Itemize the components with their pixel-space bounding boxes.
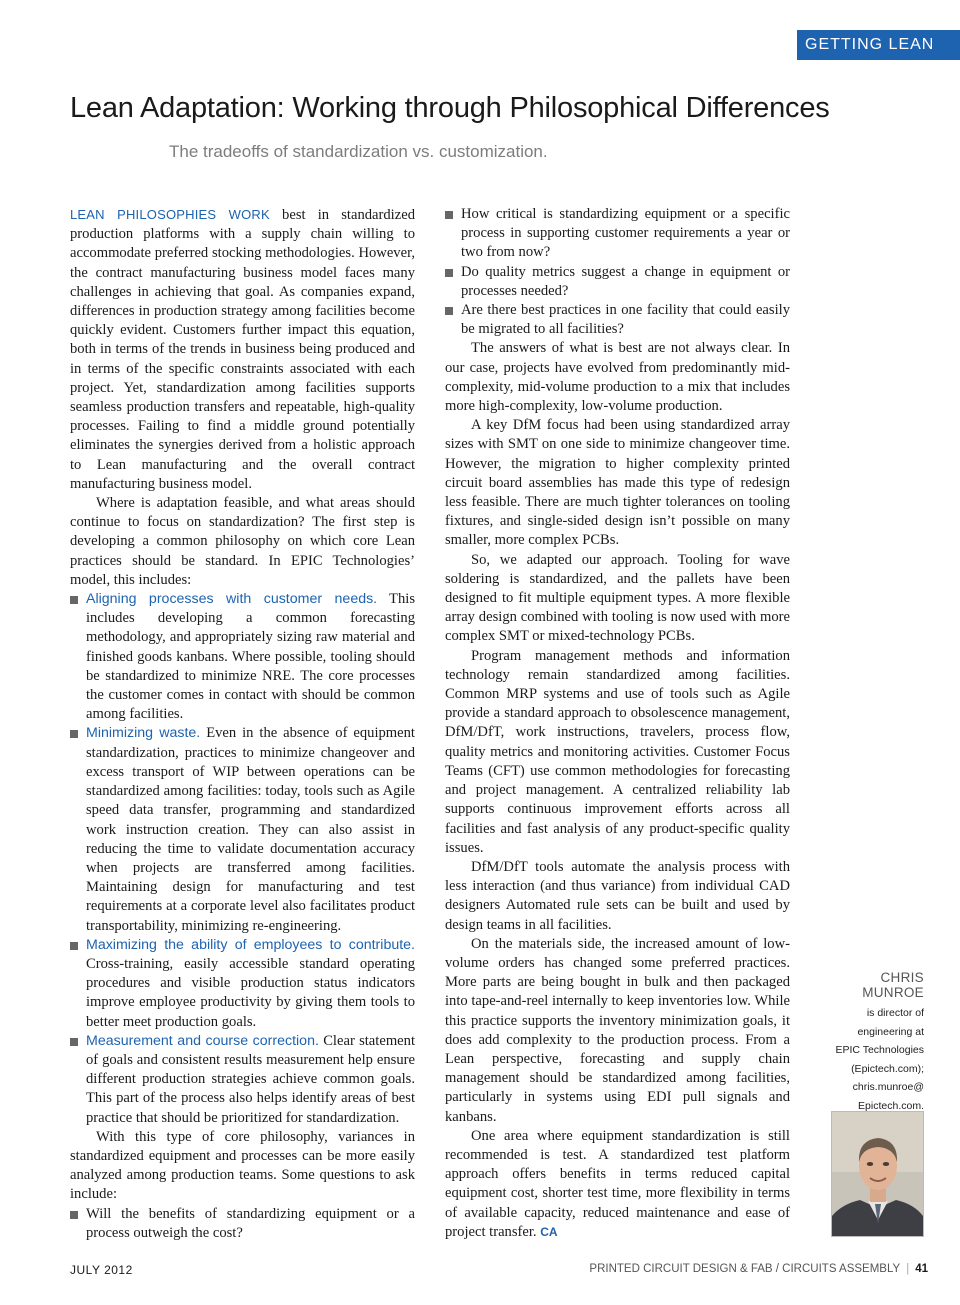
column-left [70, 205, 415, 1243]
article-title: Lean Adaptation: Working through Philosophical Differences [70, 92, 830, 124]
column-right [445, 205, 790, 1242]
publication-name: PRINTED CIRCUIT DESIGN & FAB / CIRCUITS ASSEMBLY [589, 1263, 901, 1275]
bio-line: Epictech.com. [858, 1099, 924, 1112]
author-bio [822, 970, 924, 1115]
practice-heading: Measurement and course correction. [86, 1032, 319, 1049]
article-subtitle: The tradeoffs of standardization vs. customization. [169, 142, 548, 161]
paragraph: Program management methods and information technology remain standardized among facilities. Common MRP systems and use of tools such as Agile provide a standard approach to obsolescence management, DfM/DfT, work instructions, travelers, process flow, quality metrics and monitoring activities. Customer Focus Teams (CFT) use common methodologies for forecasting and project management. A centralized reliability lab supports continuous improvement efforts across all facilities and fast analysis of any product-specific quality issues. [445, 647, 790, 856]
question-item: How critical is standardizing equipment or a specific process in supporting customer requirements a year or two from now? [445, 205, 790, 263]
questions-list-continued [445, 205, 790, 339]
paragraph: On the materials side, the increased amount of low-volume orders has changed some preferred practices. More parts are being bought in bulk and then packaged into tape-and-reel internally to keep inventories low. While this practice supports the inventory minimization goals, it does add complexity to the production process. From a Lean perspective, forecasting and supply chain management should be standardized among facilities, particularly in systems using EDI pull signals and kanbans. [445, 935, 790, 1125]
practice-text: Clear statement of goals and consistent results measurement help ensure different production strategies achieve common goals. This part of the process also helps identify areas of best practice that should be prioritized for standardization. [86, 1032, 415, 1126]
paragraph: So, we adapted our approach. Tooling for wave soldering is standardized, and the pallets have been designed to fit multiple equipment types. A more flexible array design combined with tooling is now used with more complex SMT or mixed-technology PCBs. [445, 551, 790, 645]
practice-item [70, 936, 415, 1032]
practice-item [70, 1032, 415, 1128]
question-item: Will the benefits of standardizing equipment or a process outweigh the cost? [70, 1205, 415, 1243]
author-description [822, 1004, 924, 1115]
paragraph: The answers of what is best are not always clear. In our case, projects have evolved from predominantly mid-complexity, mid-volume production to a mix that includes more high-complexity, low-volume production. [445, 340, 790, 415]
paragraph: A key DfM focus had been using standardized array sizes with SMT on one side to minimize changeover time. However, the migration to higher complexity printed circuit board assemblies has made this type of redesign less feasible. There are much tighter tolerances on tooling fixtures, and single-sided design isn’t possible on many smaller, more complex PCBs. [445, 417, 790, 549]
practice-text: Cross-training, easily accessible standard operating procedures and visible production status indicators improve employee productivity by giving them tools to better meet production goals. [86, 955, 415, 1030]
paragraph: With this type of core philosophy, variances in standardized equipment and processes can be more easily analyzed among production teams. Some questions to ask include: [70, 1128, 415, 1203]
end-mark: CA [540, 1224, 558, 1239]
bio-line: engineering at [857, 1025, 924, 1038]
section-tag: GETTING LEAN [797, 30, 960, 60]
question-item: Do quality metrics suggest a change in equipment or processes needed? [445, 263, 790, 301]
paragraph: Where is adaptation feasible, and what areas should continue to focus on standardization? The first step is developing a common philosophy on which core Lean practices should be standard. In EPIC Technologies’ model, this includes: [70, 495, 415, 588]
bio-line: EPIC Technologies [835, 1044, 924, 1056]
practice-heading: Aligning processes with customer needs. [86, 591, 378, 608]
intro-text: best in standardized production platforms with a supply chain willing to accommodate preferred stocking methodologies. However, the contract manufacturing business model faces many challenges in achieving that goal. As companies expand, differences in production strategy among facilities become quickly evident. Customers further impact this equation, both in terms of the trends in business being produced and in terms of the specific constraints associated with each project. Yet, standardization among facilities supports seamless production transfers and repeatable, high-quality processes. Failing to find a middle ground potentially eliminates the synergies derived from a holistic approach to Lean manufacturing and the overall contract manufacturing business model. [70, 207, 415, 492]
author-photo [831, 1111, 924, 1237]
practices-list [70, 590, 415, 1128]
practice-item [70, 590, 415, 724]
page-number: 41 [915, 1263, 928, 1275]
questions-list [70, 1205, 415, 1243]
final-paragraph [445, 1127, 790, 1242]
practice-text: This includes developing a common forecasting methodology, and appropriately sizing raw material and finished goods kanbans. Where possible, tooling should be standardized to minimize NRE. The core processes the customer comes in contact with should be common among facilities. [86, 591, 415, 723]
issue-date: JULY 2012 [70, 1263, 133, 1277]
practice-text: Even in the absence of equipment standardization, practices to minimize changeover and excess transport of WIP between operations can be standardized among facilities: today, tools such as Agile speed data transfer, programming and standardized work instruction creation. They can also assist in reducing the time to validate documentation accuracy when projects are transferred among facilities. Maintaining design for manufacturing and test requirements at a corporate level also facilitates product transportability, minimizing re-engineering. [86, 725, 415, 934]
question-item: Are there best practices in one facility that could easily be migrated to all facilities? [445, 301, 790, 339]
bio-line: is director of [866, 1007, 924, 1019]
practice-heading: Maximizing the ability of employees to contribute. [86, 936, 415, 953]
intro-paragraph [70, 205, 415, 494]
bio-line: chris.munroe@ [852, 1081, 924, 1093]
final-text: One area where equipment standardization is still recommended is test. A standardized test platform approach offers benefits in terms reduced capital equipment cost, shorter test time, more flexibility in terms of available capacity, reduced maintenance and ease of project transfer. [445, 1127, 790, 1240]
lead-in: LEAN PHILOSOPHIES WORK [70, 207, 270, 222]
footer-publication [589, 1263, 928, 1275]
author-name: CHRIS MUNROE [862, 970, 924, 1000]
practice-heading: Minimizing waste. [86, 725, 201, 742]
practice-item [70, 724, 415, 935]
paragraph: DfM/DfT tools automate the analysis process with less interaction (and thus variance) from individual CAD designers Automated rule sets can be built and used by design teams in all facilities. [445, 858, 790, 933]
footer-separator: | [906, 1263, 910, 1275]
bio-line: (Epictech.com); [851, 1062, 924, 1075]
